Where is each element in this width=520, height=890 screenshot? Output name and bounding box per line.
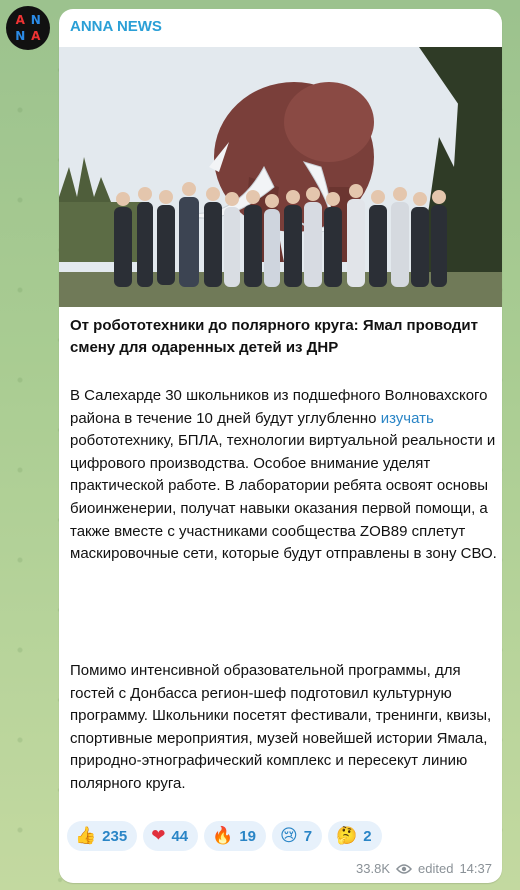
reaction-crying[interactable] (272, 821, 322, 851)
heart-icon: ❤ (151, 826, 166, 846)
reaction-count: 235 (102, 827, 128, 845)
avatar-letter: N (15, 28, 26, 43)
message-bubble (59, 9, 502, 883)
avatar-letter: A (31, 28, 41, 43)
fire-icon: 🔥 (212, 826, 234, 846)
crying-face-icon: 😢 (280, 826, 298, 846)
post-photo[interactable] (59, 47, 502, 307)
reactions-bar (67, 821, 382, 851)
reaction-thumbs-up[interactable] (67, 821, 137, 851)
post-paragraph (70, 385, 498, 566)
post-text: робототехнику, БПЛА, технологии виртуальной реальности и цифрового производства. Особое внимание уделят практической работе. В лаборатории ребята освоят основы биоинженерии, получат навыки оказания первой помощи, а также вместе с участниками сообщества ZOB89 сплетут маскировочные сети, которые будут отправлены в зону СВО. (70, 432, 497, 563)
post-paragraph: Помимо интенсивной образовательной программы, для гостей с Донбасса регион-шеф подготовил культурную программу. Школьники посетят фестивали, тренинги, квизы, спортивные мероприятия, музей новейшей истории Ямала, природно-этнографический комплекс и пересекут линию полярного круга. (70, 662, 492, 792)
message-time: 14:37 (459, 861, 492, 876)
reaction-heart[interactable] (143, 821, 198, 851)
reaction-count: 7 (303, 827, 313, 845)
channel-name[interactable]: ANNA NEWS (70, 18, 162, 35)
reaction-thinking[interactable] (328, 821, 382, 851)
post-title: От робототехники до полярного круга: Ямал проводит смену для одаренных детей из ДНР (70, 317, 479, 356)
reaction-count: 44 (171, 827, 189, 845)
avatar-letter: A (15, 13, 25, 27)
view-count: 33.8K (356, 861, 391, 876)
eye-icon (396, 863, 412, 875)
thinking-face-icon: 🤔 (336, 826, 358, 846)
reaction-fire[interactable] (204, 821, 266, 851)
reaction-count: 2 (363, 827, 372, 845)
channel-avatar[interactable] (6, 6, 50, 50)
message-meta (356, 861, 492, 876)
post-link[interactable]: изучать (380, 409, 434, 427)
post-text: В Салехарде 30 школьников из подшефного Волновахского района в течение 10 дней будут углубленно (70, 387, 488, 427)
avatar-letter: N (30, 13, 41, 27)
reaction-count: 19 (239, 827, 256, 845)
thumbs-up-icon: 👍 (75, 826, 97, 846)
edited-label: edited (418, 861, 454, 876)
